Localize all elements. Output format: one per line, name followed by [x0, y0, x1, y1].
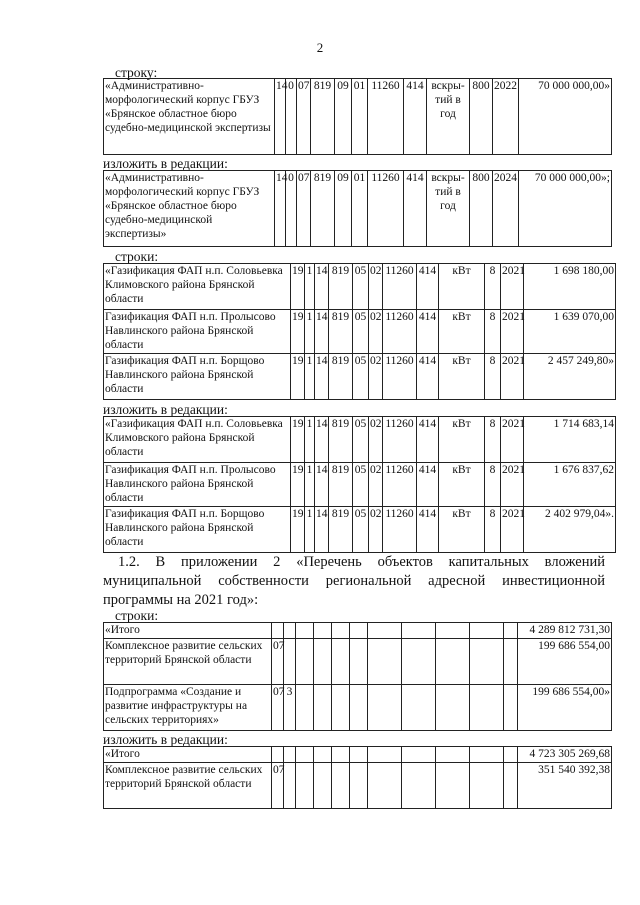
object-name: «Административно-морфологический корпус ГБУЗ «Брянское областное бюро судебно-медицинской экспертизы» [104, 171, 275, 247]
object-name: Газификация ФАП н.п. Борщово Навлинского района Брянской области [104, 507, 291, 553]
amount-cell: 70 000 000,00» [519, 79, 612, 155]
code-cell: 11260 [383, 310, 417, 354]
code-cell: 07 [272, 685, 284, 731]
object-name: Газификация ФАП н.п. Пролысово Навлинского района Брянской области [104, 463, 291, 507]
unit-cell: вскры-тий в год [427, 171, 470, 247]
code-cell: 819 [329, 354, 353, 400]
capacity-cell: 8 [485, 354, 501, 400]
capacity-cell: 8 [485, 463, 501, 507]
amount-cell: 1 676 837,62 [524, 463, 616, 507]
code-cell: 0 [286, 79, 297, 155]
code-cell: 09 [335, 79, 352, 155]
code-cell: 11260 [368, 79, 404, 155]
code-cell: 414 [404, 171, 427, 247]
page-number: 2 [316, 40, 324, 55]
code-cell: 0 [286, 171, 297, 247]
code-cell: 01 [352, 171, 368, 247]
table-row [104, 763, 612, 809]
code-cell: 07 [297, 79, 311, 155]
code-cell: 19 [291, 310, 305, 354]
label-izlozhit: изложить в редакции: [103, 402, 228, 417]
code-cell: 1 [305, 463, 315, 507]
unit-cell: кВт [439, 507, 485, 553]
table-row [104, 310, 616, 354]
code-cell: 11260 [383, 507, 417, 553]
table-row [104, 463, 616, 507]
table-row [104, 747, 612, 763]
code-cell: 819 [329, 417, 353, 463]
code-cell: 3 [284, 685, 296, 731]
table-new-gasification [103, 416, 616, 553]
amount-cell: 2 457 249,80» [524, 354, 616, 400]
code-cell: 05 [353, 354, 369, 400]
code-cell: 05 [353, 463, 369, 507]
code-cell: 05 [353, 264, 369, 310]
code-cell [284, 763, 296, 809]
code-cell: 11260 [383, 463, 417, 507]
code-cell: 14 [315, 354, 329, 400]
label-stroki: строки: [115, 608, 159, 623]
code-cell: 414 [417, 417, 439, 463]
code-cell: 14 [315, 507, 329, 553]
year-cell: 2021 [501, 354, 524, 400]
code-cell: 05 [353, 507, 369, 553]
code-cell: 414 [417, 264, 439, 310]
amount-cell: 199 686 554,00» [518, 685, 612, 731]
label-stroki: строки: [115, 249, 159, 264]
code-cell: 02 [369, 507, 383, 553]
label-stroku: строку: [115, 65, 158, 80]
amount-cell: 4 723 305 269,68 [518, 747, 612, 763]
unit-cell: кВт [439, 310, 485, 354]
code-cell: 819 [329, 310, 353, 354]
year-cell: 2021 [501, 264, 524, 310]
code-cell: 05 [353, 417, 369, 463]
code-cell: 414 [404, 79, 427, 155]
code-cell [284, 747, 296, 763]
code-cell: 414 [417, 463, 439, 507]
table-row [104, 79, 612, 155]
code-cell: 07 [272, 763, 284, 809]
code-cell: 819 [311, 171, 335, 247]
year-cell: 2022 [493, 79, 519, 155]
code-cell: 11260 [383, 354, 417, 400]
year-cell: 2021 [501, 417, 524, 463]
code-cell: 01 [352, 79, 368, 155]
code-cell: 02 [369, 264, 383, 310]
code-cell: 1 [305, 354, 315, 400]
object-name: «Административно-морфологический корпус ГБУЗ «Брянское областное бюро судебно-медицинской экспертизы [104, 79, 275, 155]
code-cell: 19 [291, 463, 305, 507]
label-izlozhit: изложить в редакции: [103, 156, 228, 171]
code-cell: 14 [315, 264, 329, 310]
table-row [104, 171, 612, 247]
amount-cell: 1 714 683,14 [524, 417, 616, 463]
unit-cell: кВт [439, 417, 485, 463]
code-cell: 11260 [383, 417, 417, 463]
amount-cell: 351 540 392,38 [518, 763, 612, 809]
code-cell: 414 [417, 310, 439, 354]
amount-cell: 1 639 070,00 [524, 310, 616, 354]
object-name: Комплексное развитие сельских территорий Брянской области [104, 763, 272, 809]
year-cell: 2021 [501, 507, 524, 553]
object-name: Подпрограмма «Создание и развитие инфраструктуры на сельских территориях» [104, 685, 272, 731]
code-cell: 1 [305, 264, 315, 310]
code-cell: 02 [369, 463, 383, 507]
table-old-expertise [103, 78, 612, 155]
year-cell: 2021 [501, 310, 524, 354]
code-cell: 19 [291, 507, 305, 553]
code-cell: 14 [315, 310, 329, 354]
code-cell: 11260 [368, 171, 404, 247]
code-cell: 1 [305, 507, 315, 553]
amount-cell: 2 402 979,04». [524, 507, 616, 553]
code-cell: 14 [315, 417, 329, 463]
code-cell [272, 623, 284, 639]
code-cell: 819 [329, 463, 353, 507]
table-row [104, 639, 612, 685]
table-new-totals [103, 746, 612, 809]
code-cell: 14 [315, 463, 329, 507]
code-cell: 1 [305, 417, 315, 463]
object-name: Комплексное развитие сельских территорий Брянской области [104, 639, 272, 685]
amount-cell: 70 000 000,00»; [519, 171, 612, 247]
code-cell: 19 [291, 417, 305, 463]
code-cell [284, 639, 296, 685]
unit-cell: кВт [439, 463, 485, 507]
unit-cell: кВт [439, 264, 485, 310]
code-cell: 819 [311, 79, 335, 155]
capacity-cell: 8 [485, 507, 501, 553]
unit-cell: вскры-тий в год [427, 79, 470, 155]
year-cell: 2024 [493, 171, 519, 247]
unit-cell: кВт [439, 354, 485, 400]
table-row [104, 417, 616, 463]
code-cell: 02 [369, 417, 383, 463]
code-cell: 07 [297, 171, 311, 247]
code-cell: 19 [291, 264, 305, 310]
table-row [104, 354, 616, 400]
code-cell: 14 [275, 171, 286, 247]
object-name: Газификация ФАП н.п. Пролысово Навлинского района Брянской области [104, 310, 291, 354]
table-new-expertise [103, 170, 612, 247]
amount-cell: 4 289 812 731,30 [518, 623, 612, 639]
year-cell: 2021 [501, 463, 524, 507]
code-cell: 05 [353, 310, 369, 354]
code-cell: 11260 [383, 264, 417, 310]
table-row [104, 264, 616, 310]
code-cell: 1 [305, 310, 315, 354]
capacity-cell: 800 [470, 79, 493, 155]
table-old-totals [103, 622, 612, 731]
code-cell: 414 [417, 507, 439, 553]
code-cell: 14 [275, 79, 286, 155]
object-name: «Итого [104, 747, 272, 763]
capacity-cell: 8 [485, 264, 501, 310]
code-cell [284, 623, 296, 639]
table-row [104, 507, 616, 553]
code-cell: 19 [291, 354, 305, 400]
object-name: «Газификация ФАП н.п. Соловьевка Климовского района Брянской области [104, 417, 291, 463]
object-name: Газификация ФАП н.п. Борщово Навлинского района Брянской области [104, 354, 291, 400]
code-cell: 414 [417, 354, 439, 400]
table-row [104, 685, 612, 731]
capacity-cell: 8 [485, 417, 501, 463]
code-cell: 09 [335, 171, 352, 247]
amendment-paragraph [103, 553, 605, 610]
object-name: «Итого [104, 623, 272, 639]
code-cell: 07 [272, 639, 284, 685]
table-row [104, 623, 612, 639]
capacity-cell: 8 [485, 310, 501, 354]
object-name: «Газификация ФАП н.п. Соловьевка Климовского района Брянской области [104, 264, 291, 310]
code-cell: 02 [369, 310, 383, 354]
code-cell: 02 [369, 354, 383, 400]
paragraph-line: 1.2. В приложении 2 «Перечень объектов капитальных вложений [118, 554, 605, 570]
capacity-cell: 800 [470, 171, 493, 247]
code-cell: 819 [329, 507, 353, 553]
code-cell: 819 [329, 264, 353, 310]
label-izlozhit: изложить в редакции: [103, 732, 228, 747]
paragraph-line: муниципальной собственности региональной адресной инвестиционной [103, 573, 605, 589]
table-old-gasification [103, 263, 616, 400]
paragraph-line: программы на 2021 год»: [103, 592, 259, 608]
code-cell [272, 747, 284, 763]
amount-cell: 1 698 180,00 [524, 264, 616, 310]
amount-cell: 199 686 554,00 [518, 639, 612, 685]
